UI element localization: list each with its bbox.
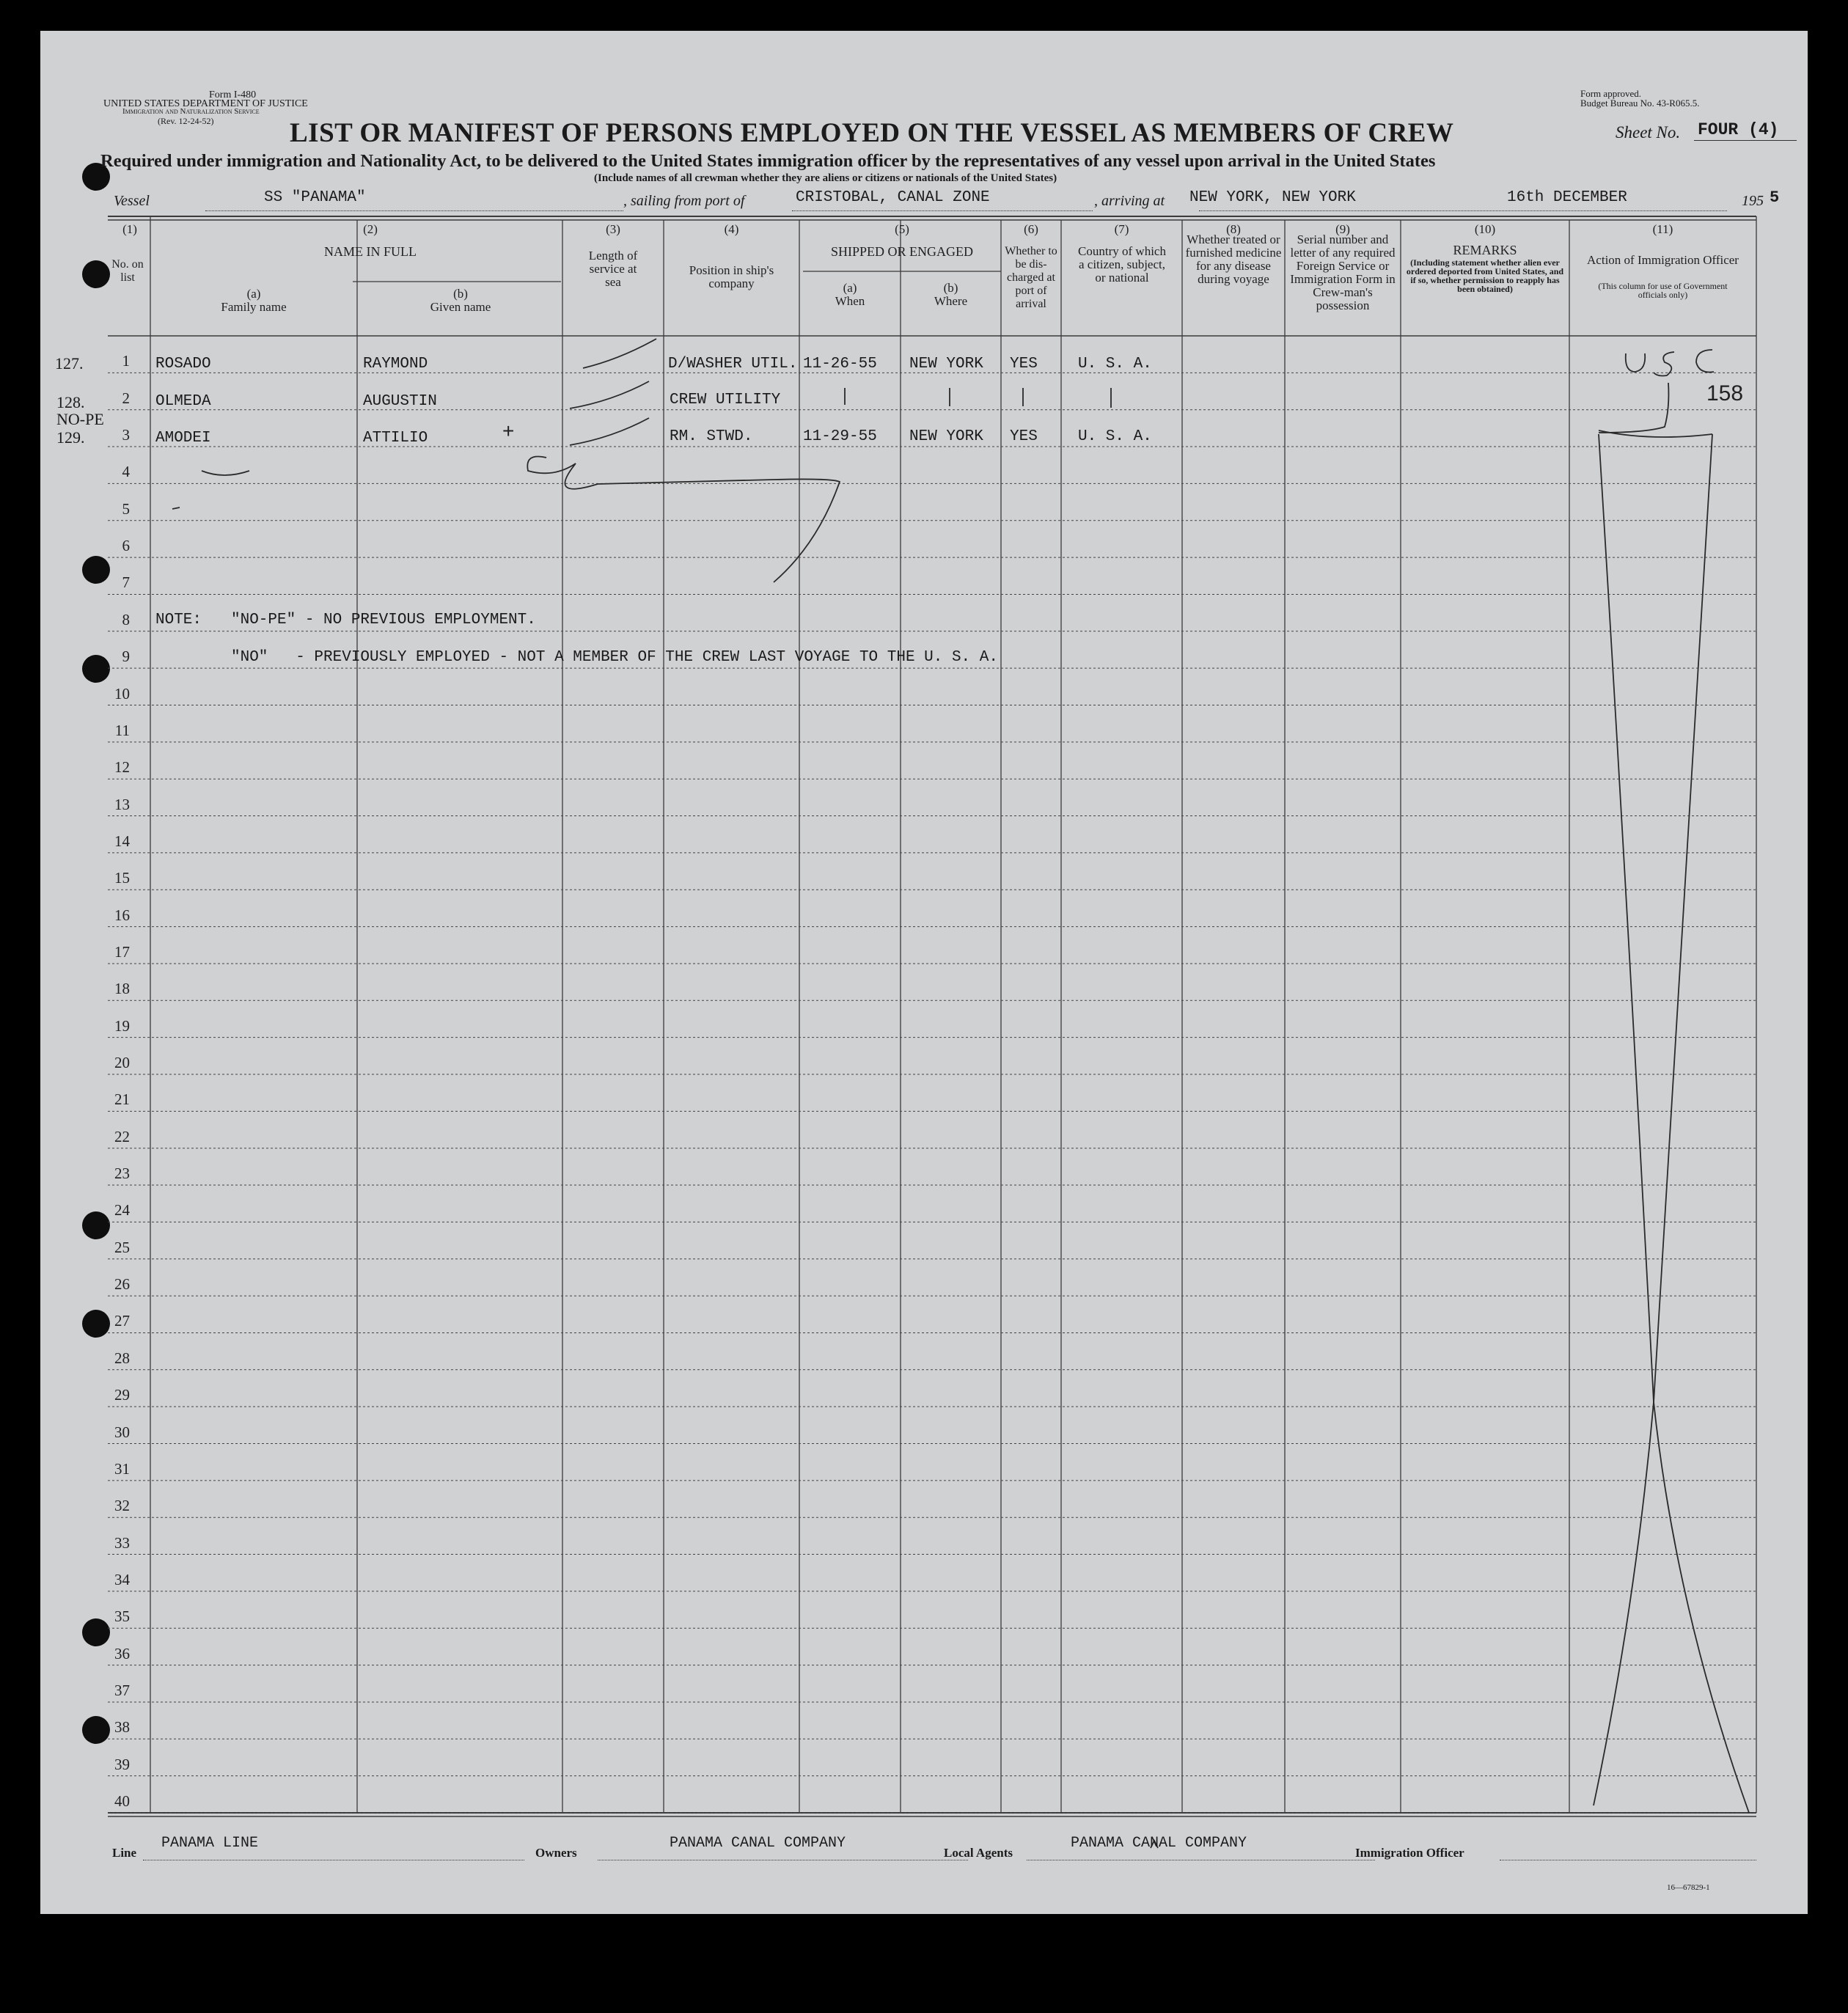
row-number: 38 xyxy=(114,1718,130,1737)
row-number: 37 xyxy=(114,1681,130,1699)
row-number: 17 xyxy=(114,942,130,961)
col6-number: (6) xyxy=(1024,222,1038,236)
col9-label: Serial number and letter of any required Foreign Service or Immigration Form in Crew-man's possession xyxy=(1290,232,1396,312)
row-number: 8 xyxy=(122,610,130,628)
crew-given-name: ATTILIO xyxy=(363,430,428,447)
col5b-letter: (b) xyxy=(943,281,958,295)
row-number: 36 xyxy=(114,1644,130,1662)
crew-country: U. S. A. xyxy=(1078,428,1152,445)
row-number: 34 xyxy=(114,1570,130,1588)
arriving-label: , arriving at xyxy=(1094,193,1165,209)
row-number: 4 xyxy=(122,463,130,481)
col5a-label: When xyxy=(835,294,865,308)
col11-note: (This column for use of Government officials only) xyxy=(1598,281,1728,300)
row-number: 39 xyxy=(114,1755,130,1773)
form-revision: (Rev. 12-24-52) xyxy=(158,116,214,126)
col7-number: (7) xyxy=(1114,222,1129,236)
row-number: 3 xyxy=(122,426,130,444)
row-number: 14 xyxy=(114,832,130,850)
col3-label: Length of service at sea xyxy=(588,249,638,289)
footer-agents-value: PANAMA CANAL COMPANY xyxy=(1071,1835,1247,1852)
col2b-label: Given name xyxy=(430,300,491,314)
row-number: 35 xyxy=(114,1607,130,1626)
row-number: 33 xyxy=(114,1533,130,1552)
row-number: 27 xyxy=(114,1312,130,1330)
arrival-date-value: 16th DECEMBER xyxy=(1507,189,1627,206)
arrival-year-suffix: 5 xyxy=(1770,188,1780,207)
row-number: 10 xyxy=(114,684,130,703)
col7-label: Country of which a citizen, subject, or national xyxy=(1078,244,1166,285)
col9-number: (9) xyxy=(1335,222,1350,236)
handwritten-usc xyxy=(1654,346,1655,347)
row-number: 11 xyxy=(114,721,130,739)
manifest-sheet xyxy=(40,31,1808,1914)
row-number: 23 xyxy=(114,1165,130,1183)
col11-number: (11) xyxy=(1652,222,1673,236)
crew-given-name: RAYMOND xyxy=(363,356,428,373)
footer-owners-label: Owners xyxy=(535,1846,577,1860)
note-label: NOTE: xyxy=(155,612,202,628)
document-subnote: (Include names of all crewman whether they are aliens or citizens or nationals of the United States) xyxy=(594,172,1057,184)
sheet-number-value: FOUR (4) xyxy=(1698,120,1779,139)
vessel-label: Vessel xyxy=(114,193,150,209)
col5-label: SHIPPED OR ENGAGED xyxy=(830,244,973,259)
row-number: 40 xyxy=(114,1792,130,1810)
col2-number: (2) xyxy=(363,222,378,236)
row-number: 20 xyxy=(114,1054,130,1071)
row-number: 32 xyxy=(114,1497,130,1515)
footer-line-label: Line xyxy=(112,1846,137,1860)
crew-shipped-where: NEW YORK xyxy=(909,356,983,373)
sailing-port-value: CRISTOBAL, CANAL ZONE xyxy=(796,189,990,206)
row-number: 31 xyxy=(114,1459,130,1478)
department-name: UNITED STATES DEPARTMENT OF JUSTICE xyxy=(103,98,308,109)
form-code: 16—67829-1 xyxy=(1667,1883,1710,1892)
crew-country: U. S. A. xyxy=(1078,356,1152,373)
col2a-label: Family name xyxy=(221,300,287,314)
row-number: 6 xyxy=(122,537,130,555)
footer-owners-value: PANAMA CANAL COMPANY xyxy=(670,1835,846,1852)
crew-shipped-where: NEW YORK xyxy=(909,428,983,445)
margin-number: 127. xyxy=(55,354,84,373)
row-number: 19 xyxy=(114,1016,130,1035)
footer-line-value: PANAMA LINE xyxy=(161,1835,259,1852)
col1-number: (1) xyxy=(122,222,137,236)
col1-label: No. on list xyxy=(111,258,144,284)
crew-shipped-when: 11-26-55 xyxy=(803,356,877,373)
row-number: 30 xyxy=(114,1423,130,1441)
crew-family-name: AMODEI xyxy=(155,430,211,447)
col10-number: (10) xyxy=(1474,222,1496,236)
row-number: 13 xyxy=(114,795,130,813)
note-line-2: "NO" - PREVIOUSLY EMPLOYED - NOT A MEMBER OF THE CREW LAST VOYAGE TO THE U. S. A. xyxy=(231,649,998,666)
margin-number: NO-PE xyxy=(56,410,104,428)
row-number: 25 xyxy=(114,1238,130,1256)
row-number: 16 xyxy=(114,906,130,924)
note-line-1: "NO-PE" - NO PREVIOUS EMPLOYMENT. xyxy=(231,612,536,628)
form-number: Form I-480 xyxy=(209,89,257,100)
crew-family-name: ROSADO xyxy=(155,356,211,373)
crew-position: D/WASHER UTIL. xyxy=(668,356,798,373)
col6-label: Whether to be dis-charged at port of arrival xyxy=(1005,245,1057,310)
crew-position: RM. STWD. xyxy=(670,428,753,445)
row-number: 26 xyxy=(114,1275,130,1294)
col10-note: (Including statement whether alien ever ordered deported from United States, and if so, whether permission to reapply has been obtained) xyxy=(1406,257,1564,294)
footer-agents-label: Local Agents xyxy=(944,1846,1013,1860)
row-number: 2 xyxy=(122,389,130,407)
approval-note: Form approved. xyxy=(1580,88,1642,99)
crew-discharged: YES xyxy=(1010,356,1038,373)
sheet-number-label: Sheet No. xyxy=(1616,123,1681,142)
col2-label: NAME IN FULL xyxy=(324,244,417,259)
arrival-year-prefix: 195 xyxy=(1742,193,1764,209)
col11-label: Action of Immigration Officer xyxy=(1587,253,1739,267)
col5a-letter: (a) xyxy=(843,281,857,295)
crew-family-name: OLMEDA xyxy=(155,393,211,410)
row-number: 24 xyxy=(114,1201,130,1220)
vessel-value: SS "PANAMA" xyxy=(264,189,366,206)
crew-given-name: AUGUSTIN xyxy=(363,393,437,410)
crew-shipped-when: 11-29-55 xyxy=(803,428,877,445)
col8-label: Whether treated or furnished medicine for any disease during voyage xyxy=(1185,232,1282,286)
row-number: 9 xyxy=(122,648,130,666)
row-number: 12 xyxy=(114,758,130,777)
col4-number: (4) xyxy=(724,222,739,236)
crew-discharged: YES xyxy=(1010,428,1038,445)
row-number: 7 xyxy=(122,573,130,592)
arriving-port-value: NEW YORK, NEW YORK xyxy=(1189,189,1356,206)
budget-bureau-note: Budget Bureau No. 43-R065.5. xyxy=(1580,98,1700,109)
margin-number: 129. xyxy=(56,428,85,447)
row-number: 29 xyxy=(114,1386,130,1404)
col5-number: (5) xyxy=(895,222,909,236)
handwritten-count: 158 xyxy=(1706,381,1744,406)
col8-number: (8) xyxy=(1226,222,1241,236)
row-number: 5 xyxy=(122,499,130,518)
row-number: 15 xyxy=(114,869,130,887)
col3-number: (3) xyxy=(606,222,620,236)
sailing-label: , sailing from port of xyxy=(623,193,745,209)
col2b-letter: (b) xyxy=(453,287,468,301)
footer-officer-label: Immigration Officer xyxy=(1355,1846,1464,1860)
row-number: 1 xyxy=(122,352,130,370)
crew-position: CREW UTILITY xyxy=(670,392,781,408)
row-number: 22 xyxy=(114,1127,130,1145)
service-name: Immigration and Naturalization Service xyxy=(122,107,260,116)
col5b-label: Where xyxy=(934,294,968,308)
document-subtitle: Required under immigration and Nationality Act, to be delivered to the United States immigration officer by the representatives of any vessel upon arrival in the United States xyxy=(100,151,1436,171)
col4-label: Position in ship's company xyxy=(689,263,774,290)
row-number: 28 xyxy=(114,1349,130,1367)
row-number: 21 xyxy=(114,1090,130,1109)
col2a-letter: (a) xyxy=(246,287,261,301)
row-number: 18 xyxy=(114,980,130,998)
col10-label: REMARKS xyxy=(1453,243,1517,257)
document-title: LIST OR MANIFEST OF PERSONS EMPLOYED ON THE VESSEL AS MEMBERS OF CREW xyxy=(290,118,1454,148)
margin-number: 128. xyxy=(56,393,85,411)
handwritten-plus: + xyxy=(502,419,515,442)
